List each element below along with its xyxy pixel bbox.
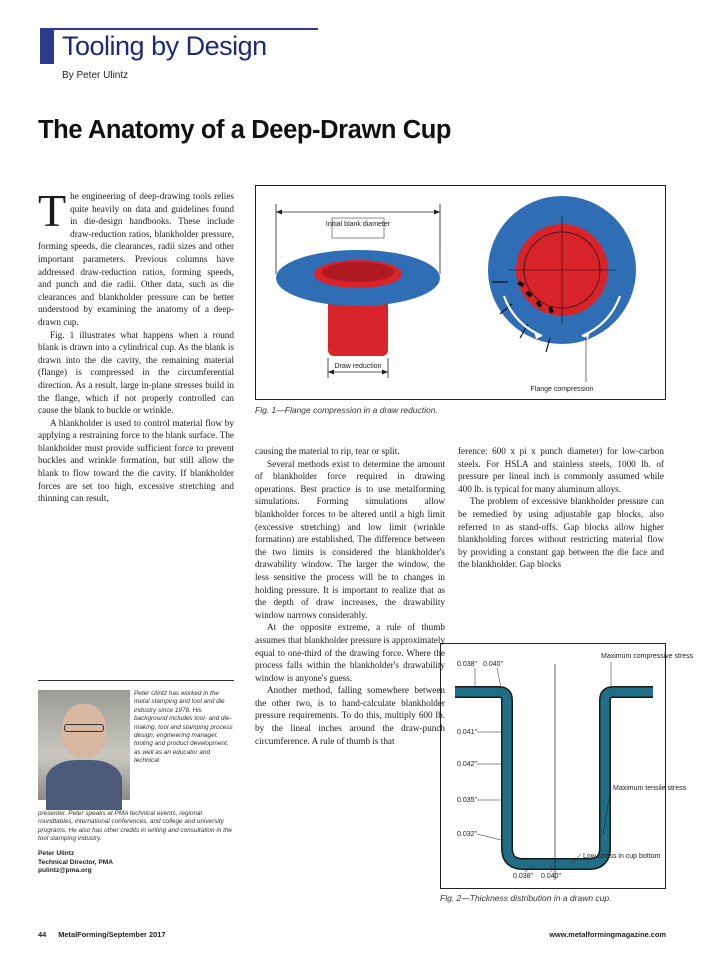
draw-reduction-label: Draw reduction	[334, 363, 382, 370]
figure-1	[255, 185, 666, 400]
issue-label: MetalForming/September 2017	[58, 930, 166, 939]
paragraph: causing the material to rip, tear or split.	[255, 446, 400, 456]
paragraph: A blankholder is used to control material flow by applying a restraining force to the blank surface. The blankholder must provide sufficient force to prevent buckles and wrinkle formation, but still allow the blank to flow toward the die cavity. If blankholder forces are set too high, excessive stretching and thinning can result,	[38, 417, 234, 504]
paragraph: At the opposite extreme, a rule of thumb assumes that blankholder pressure is approximately equal to one-third of the drawing force. Where the process falls within the blankholder's drawability window is anyone's guess.	[255, 622, 445, 683]
author-photo	[38, 690, 130, 800]
article-column-2	[255, 445, 445, 903]
author-company: Technical Director, PMA	[38, 858, 113, 866]
footer-website: www.metalformingmagazine.com	[549, 930, 666, 939]
blank-diameter-label: Initial blank diameter	[325, 221, 391, 228]
thickness-label: 0.032"	[457, 831, 478, 838]
max-tensile-label: Maximum tensile stress	[613, 785, 687, 792]
paragraph: Fig. 1 illustrates what happens when a round blank is drawn into a cylindrical cup. As the blank is drawn into the die cavity, the remaining material (flange) is compressed in the circumferential direction. As a result, large in-plane stresses build in the flange, which if not properly controlled can cause the blank to buckle or wrinkle.	[38, 329, 234, 416]
author-bio-text-continued: presenter. Peter speaks at PMA technical events, regional roundtables, international conferences, and college and university programs. He also has other credits in writing and consultation in the tool stamping industry.	[38, 810, 232, 843]
author-photo-glasses	[64, 724, 104, 732]
thickness-label: 0.041"	[457, 729, 478, 736]
figure-1-drawing	[256, 186, 665, 399]
thickness-label: 0.042"	[457, 761, 478, 768]
figure-2-caption: Fig. 2—Thickness distribution in a drawn cup.	[440, 893, 612, 903]
author-name: Peter Ulintz	[38, 850, 75, 857]
header-rule	[40, 28, 318, 30]
page-number: 44	[38, 930, 47, 939]
bio-rule	[38, 680, 234, 681]
article-column-1	[38, 185, 234, 670]
figure-2-drawing	[441, 644, 694, 888]
column-title: Tooling by Design	[62, 31, 267, 61]
drop-cap: T	[38, 185, 67, 236]
thickness-label: 0.038"	[513, 873, 534, 880]
header-accent-bar	[40, 28, 54, 64]
cup-interior	[322, 262, 394, 282]
figure-1-caption: Fig. 1—Flange compression in a draw reduction.	[255, 405, 438, 415]
footer-left	[38, 930, 165, 939]
author-photo-shirt	[46, 760, 122, 810]
paragraph: The engineering of deep-drawing tools relies quite heavily on data and guidelines found in die-design handbooks. These include draw-reduction ratios, blankholder pressure, forming speeds, die clearances, radii sizes and other important parameters. Previous columns have addressed draw-reduction ratios, forming speeds, and punch and die radii. Other data, such as die clearances and blankholder pressure can be better understood by examining the anatomy of a deep-drawn cup.	[38, 185, 234, 327]
flange-compression-label: Flange compression	[530, 386, 594, 393]
cup-wall	[455, 692, 653, 864]
paragraph: The problem of excessive blankholder pressure can be remedied by using adjustable gap blocks, also referred to as stand-offs. Gap blocks allow higher blankholding forces without restricting material flow by providing a constant gap between the die face and the blankholder. Gap blocks	[458, 496, 664, 570]
thickness-label: 0.035"	[457, 797, 478, 804]
author-contact	[38, 850, 113, 876]
thickness-label: 0.040"	[541, 873, 562, 880]
thickness-label: 0.038"	[457, 661, 478, 668]
author-bio-text: Peter Ulintz has worked in the metal stamping and tool and die industry since 1978. His background includes tool- and die-making, tool and stamping process design, engineering manager, tooling and product development, as well as an educator and technical	[134, 690, 233, 765]
article-headline: The Anatomy of a Deep-Drawn Cup	[38, 116, 452, 144]
max-compressive-label: Maximum compressive stress	[601, 653, 694, 660]
paragraph: ference: 600 x pi x punch diameter) for low-carbon steels. For HSLA and stainless steels, 1000 lb. of pressure per lineal inch is commonly assumed while 400 lb. is typical for many aluminum alloys.	[458, 446, 664, 494]
article-column-3	[458, 445, 664, 641]
low-stress-label: Low stress in cup bottom	[583, 853, 661, 860]
byline: By Peter Ulintz	[62, 70, 129, 81]
cup-wall-outline	[455, 692, 653, 864]
paragraph: Several methods exist to determine the amount of blankholder force required in drawing operations. Best practice is to use metalforming simulations. Forming simulations allow blankholder forces to be altered until a high limit (excessive stretching) and low limit (wrinkle formation) are established. The difference between the two limits is considered the blankholder's drawability window. The larger the window, the less sensitive the process will be to changes in holding pressure. It is important to realize that as the depth of draw increases, the drawability window narrows considerably.	[255, 458, 445, 620]
paragraph: Another method, falling somewhere between the other two, is to hand-calculate blankholder pressure requirements. To do this, multiply 600 lb. by the lineal inches around the draw-punch circumference. A rule of thumb is that	[255, 685, 445, 746]
thickness-label: 0.040"	[483, 661, 504, 668]
author-email: pulintz@pma.org	[38, 867, 92, 875]
figure-2	[440, 643, 694, 889]
